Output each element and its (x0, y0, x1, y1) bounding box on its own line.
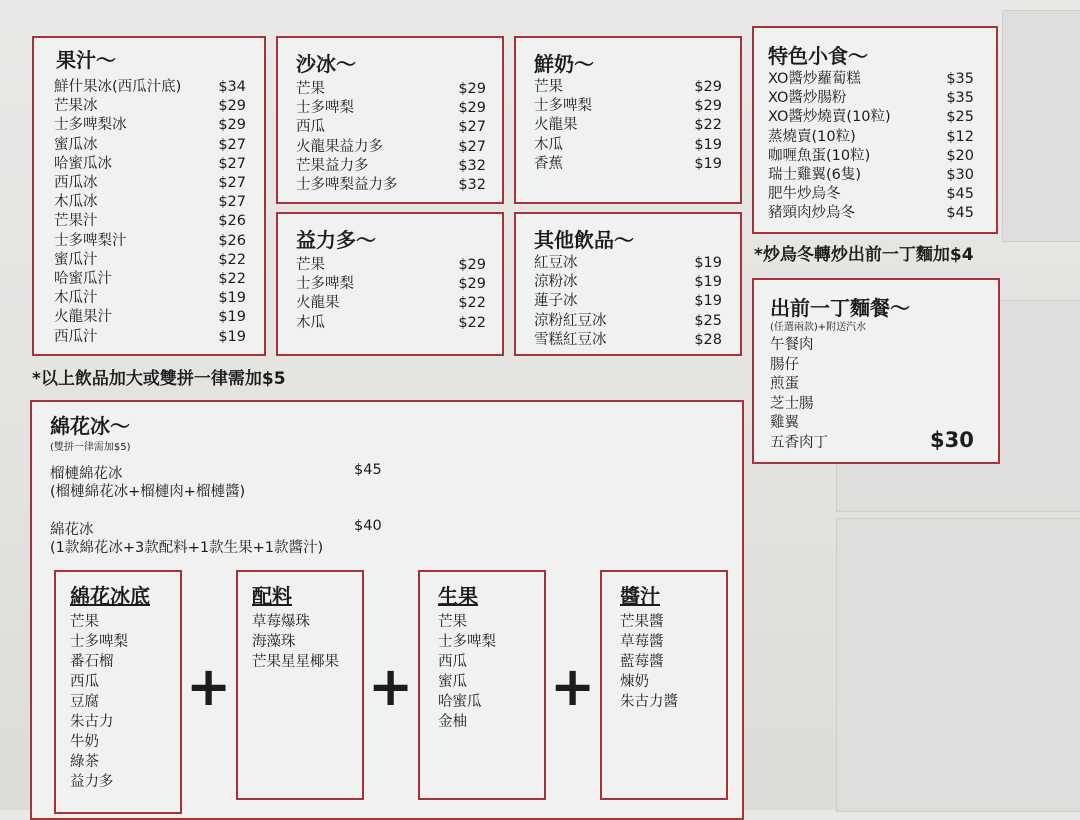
bingsu-sauce-item: 藍莓醬 (620, 654, 664, 670)
juice-item-price: $27 (218, 155, 246, 172)
snacks-item-name: XO醬炒蘿蔔糕 (768, 71, 861, 87)
snacks-item-price: $35 (946, 71, 974, 87)
juice-item (54, 136, 246, 155)
smoothie-item-price: $27 (458, 138, 486, 155)
bingsu-topping-item: 草莓爆珠 (252, 614, 310, 630)
yakult-item-price: $22 (458, 314, 486, 331)
yakult-item-name: 芒果 (296, 257, 325, 273)
milk-item-name: 芒果 (534, 79, 563, 95)
milk-item (534, 155, 722, 174)
bingsu-title: 綿花冰～ (50, 414, 130, 438)
smoothie-item (296, 157, 486, 176)
snacks-item (768, 108, 974, 127)
snacks-item-name: 蒸燒賣(10粒) (768, 128, 856, 145)
plus-icon: + (550, 655, 596, 718)
bingsu-sauce-item: 朱古力醬 (620, 694, 678, 710)
juice-item (54, 78, 246, 97)
yakult-section (276, 212, 504, 356)
milk-item-name: 香蕉 (534, 155, 563, 172)
snacks-item-price: $45 (946, 186, 974, 203)
plus-icon: + (186, 655, 232, 718)
smoothie-item-price: $29 (458, 81, 486, 97)
snacks-item-name: XO醬炒燒賣(10粒) (768, 109, 891, 126)
juice-item-price: $19 (218, 328, 246, 345)
plus-icon: + (368, 655, 414, 718)
durian-bingsu-desc: (榴槤綿花冰+榴槤肉+榴槤醬) (50, 484, 246, 500)
milk-item (534, 97, 722, 116)
yakult-item-name: 火龍果 (296, 295, 340, 312)
milk-item (534, 116, 722, 135)
noodle-set-price: $30 (930, 428, 974, 452)
other-drinks-item-name: 雪糕紅豆冰 (534, 331, 607, 348)
milk-list (534, 78, 722, 174)
bingsu-fruit-item: 士多啤梨 (438, 634, 496, 650)
bingsu-base-item: 西瓜 (70, 674, 99, 690)
smoothie-list (296, 80, 486, 195)
juice-item-price: $27 (218, 175, 246, 192)
snacks-item (768, 147, 974, 166)
yakult-item (296, 256, 486, 275)
background-paper (836, 518, 1080, 812)
other-drinks-item-price: $19 (694, 255, 722, 271)
juice-item-price: $27 (218, 194, 246, 211)
juice-item (54, 232, 246, 251)
bingsu-fruit-item: 金柚 (438, 714, 467, 730)
smoothie-item (296, 80, 486, 99)
bingsu-fruit-item: 芒果 (438, 614, 467, 630)
juice-item-name: 鮮什果冰(西瓜汁底) (54, 79, 182, 95)
other-drinks-item-name: 紅豆冰 (534, 255, 578, 271)
plain-bingsu-name: 綿花冰 (50, 522, 94, 538)
bingsu-base-item: 豆腐 (70, 694, 99, 710)
milk-item-price: $29 (694, 79, 722, 95)
noodle-option-item: 午餐肉 (770, 337, 814, 353)
bingsu-fruit-item: 哈蜜瓜 (438, 694, 482, 710)
smoothie-item-price: $27 (458, 119, 486, 136)
plain-bingsu-desc: (1款綿花冰+3款配料+1款生果+1款醬汁) (50, 540, 324, 556)
juice-item-name: 芒果冰 (54, 98, 98, 115)
juice-item-price: $29 (218, 98, 246, 115)
smoothie-item-price: $29 (458, 100, 486, 117)
juice-item (54, 174, 246, 193)
bingsu-toppings-title: 配料 (252, 584, 292, 608)
yakult-item (296, 294, 486, 313)
bingsu-sauce-item: 芒果醬 (620, 614, 664, 630)
juice-item-price: $22 (218, 271, 246, 288)
snacks-item-name: XO醬炒腸粉 (768, 90, 847, 107)
bingsu-subtitle: (雙拼一律需加$5) (50, 442, 131, 453)
bingsu-base-list (70, 612, 170, 792)
juice-item-price: $26 (218, 232, 246, 249)
juice-item-price: $29 (218, 117, 246, 134)
bingsu-topping-item: 海藻珠 (252, 634, 296, 650)
juice-item-name: 木瓜冰 (54, 194, 98, 211)
bingsu-base-item: 綠茶 (70, 754, 99, 770)
milk-item-price: $19 (694, 155, 722, 172)
smoothie-item (296, 176, 486, 195)
juice-item-name: 士多啤梨汁 (54, 232, 127, 249)
juice-title: 果汁～ (56, 48, 116, 72)
milk-item-price: $22 (694, 117, 722, 134)
yakult-title: 益力多～ (296, 228, 376, 252)
juice-item (54, 212, 246, 231)
yakult-item-price: $29 (458, 257, 486, 273)
yakult-item (296, 275, 486, 294)
snacks-item-name: 咖喱魚蛋(10粒) (768, 147, 871, 164)
milk-item (534, 136, 722, 155)
other-drinks-item (534, 312, 722, 331)
noodle-option-item: 五香肉丁 (770, 434, 828, 451)
milk-item (534, 78, 722, 97)
smoothie-title: 沙冰～ (296, 52, 356, 76)
snacks-item-price: $35 (946, 90, 974, 107)
juice-item-name: 士多啤梨冰 (54, 117, 127, 134)
udon-note: *炒烏冬轉炒出前一丁麵加$4 (754, 245, 974, 265)
bingsu-base-box (54, 570, 182, 814)
snacks-item-price: $45 (946, 205, 974, 222)
juice-item-price: $19 (218, 309, 246, 326)
smoothie-item-name: 芒果益力多 (296, 157, 369, 174)
juice-item-price: $19 (218, 290, 246, 307)
bingsu-base-item: 士多啤梨 (70, 634, 128, 650)
milk-item-name: 士多啤梨 (534, 98, 592, 115)
smoothie-item-name: 士多啤梨 (296, 100, 354, 117)
juice-item-name: 木瓜汁 (54, 290, 98, 307)
bingsu-toppings-box (236, 570, 364, 800)
yakult-list (296, 256, 486, 333)
durian-bingsu-name: 榴槤綿花冰 (50, 466, 123, 482)
smoothie-item-name: 芒果 (296, 81, 325, 97)
juice-item-name: 蜜瓜汁 (54, 251, 98, 268)
noodle-set-title: 出前一丁麵餐～ (770, 296, 910, 320)
bingsu-base-item: 益力多 (70, 774, 114, 790)
snacks-list (768, 70, 974, 224)
smoothie-section (276, 36, 504, 204)
noodle-option-item: 雞翼 (770, 415, 799, 431)
juice-item (54, 308, 246, 327)
noodle-set-list (770, 336, 890, 453)
snacks-item (768, 128, 974, 147)
smoothie-item (296, 99, 486, 118)
noodle-option-item: 腸仔 (770, 356, 799, 373)
other-drinks-item-price: $19 (694, 293, 722, 310)
bingsu-sauce-list (620, 612, 720, 712)
snacks-item-name: 豬頸肉炒烏冬 (768, 205, 855, 222)
bingsu-toppings-list (252, 612, 362, 672)
bingsu-topping-item: 芒果星星椰果 (252, 654, 339, 670)
bingsu-sauce-box (600, 570, 728, 800)
bingsu-base-item: 番石榴 (70, 654, 114, 670)
yakult-item (296, 314, 486, 333)
juice-item (54, 97, 246, 116)
bingsu-base-item: 朱古力 (70, 714, 114, 730)
bingsu-fruit-item: 西瓜 (438, 654, 467, 670)
milk-item-name: 木瓜 (534, 136, 563, 153)
milk-item-price: $29 (694, 98, 722, 115)
snacks-title: 特色小食～ (768, 44, 868, 68)
smoothie-item-price: $32 (458, 157, 486, 174)
yakult-item-name: 木瓜 (296, 314, 325, 331)
other-drinks-item-name: 蓮子冰 (534, 293, 578, 310)
milk-item-price: $19 (694, 136, 722, 153)
noodle-option-item: 煎蛋 (770, 376, 799, 392)
juice-item-price: $27 (218, 136, 246, 153)
juice-item (54, 289, 246, 308)
juice-item (54, 116, 246, 135)
yakult-item-price: $22 (458, 295, 486, 312)
other-drinks-list (534, 254, 722, 350)
bingsu-fruit-box (418, 570, 546, 800)
juice-item-name: 芒果汁 (54, 213, 98, 230)
juice-item (54, 328, 246, 347)
snacks-item-price: $30 (946, 167, 974, 184)
smoothie-item-name: 西瓜 (296, 119, 325, 136)
snacks-item (768, 185, 974, 204)
bingsu-fruit-list (438, 612, 538, 732)
bingsu-sauce-item: 煉奶 (620, 674, 649, 690)
other-drinks-item-name: 涼粉紅豆冰 (534, 312, 607, 329)
background-paper (1002, 10, 1080, 242)
juice-item-price: $26 (218, 213, 246, 230)
snacks-item (768, 70, 974, 89)
yakult-item-price: $29 (458, 276, 486, 293)
snacks-item (768, 204, 974, 223)
snacks-section (752, 26, 998, 234)
yakult-item-name: 士多啤梨 (296, 276, 354, 293)
other-drinks-item (534, 254, 722, 273)
juice-item-name: 西瓜汁 (54, 328, 98, 345)
noodle-set-section (752, 278, 1000, 464)
smoothie-item-price: $32 (458, 177, 486, 194)
juice-item-price: $22 (218, 251, 246, 268)
snacks-item-price: $20 (946, 147, 974, 164)
juice-item-name: 蜜瓜冰 (54, 136, 98, 153)
milk-section (514, 36, 742, 204)
bingsu-sauce-item: 草莓醬 (620, 634, 664, 650)
juice-list (54, 78, 246, 347)
smoothie-item-name: 士多啤梨益力多 (296, 177, 398, 194)
juice-item-name: 西瓜冰 (54, 175, 98, 192)
noodle-option-item: 芝士腸 (770, 395, 814, 412)
other-drinks-title: 其他飲品～ (534, 228, 634, 252)
other-drinks-item-price: $28 (694, 331, 722, 348)
noodle-set-subtitle: (任選兩款)+附送汽水 (770, 322, 867, 333)
juice-item (54, 270, 246, 289)
juice-item (54, 193, 246, 212)
other-drinks-item (534, 292, 722, 311)
juice-item-name: 哈蜜瓜冰 (54, 155, 112, 172)
bingsu-fruit-title: 生果 (438, 584, 478, 608)
bingsu-fruit-item: 蜜瓜 (438, 674, 467, 690)
milk-title: 鮮奶～ (534, 52, 594, 76)
durian-bingsu-price: $45 (354, 462, 382, 478)
other-drinks-section (514, 212, 742, 356)
other-drinks-item-name: 涼粉冰 (534, 274, 578, 291)
smoothie-item (296, 118, 486, 137)
bingsu-base-title: 綿花冰底 (70, 584, 150, 608)
other-drinks-item-price: $25 (694, 312, 722, 329)
bingsu-sauce-title: 醬汁 (620, 584, 660, 608)
other-drinks-item (534, 273, 722, 292)
smoothie-item-name: 火龍果益力多 (296, 138, 383, 155)
juice-item (54, 251, 246, 270)
snacks-item-name: 肥牛炒烏冬 (768, 186, 841, 203)
juice-item-price: $34 (218, 79, 246, 95)
juice-item-name: 火龍果汁 (54, 309, 112, 326)
milk-item-name: 火龍果 (534, 117, 578, 134)
juice-item (54, 155, 246, 174)
other-drinks-item (534, 331, 722, 350)
bingsu-base-item: 牛奶 (70, 734, 99, 750)
juice-item-name: 哈蜜瓜汁 (54, 271, 112, 288)
snacks-item-price: $25 (946, 109, 974, 126)
snacks-item-name: 瑞士雞翼(6隻) (768, 167, 862, 184)
juice-section (32, 36, 266, 356)
other-drinks-item-price: $19 (694, 274, 722, 291)
bingsu-section (30, 400, 744, 820)
snacks-item-price: $12 (946, 128, 974, 145)
smoothie-item (296, 138, 486, 157)
snacks-item (768, 89, 974, 108)
snacks-item (768, 166, 974, 185)
bingsu-base-item: 芒果 (70, 614, 99, 630)
drinks-upsize-note: *以上飲品加大或雙拼一律需加$5 (32, 369, 286, 389)
plain-bingsu-price: $40 (354, 518, 382, 534)
